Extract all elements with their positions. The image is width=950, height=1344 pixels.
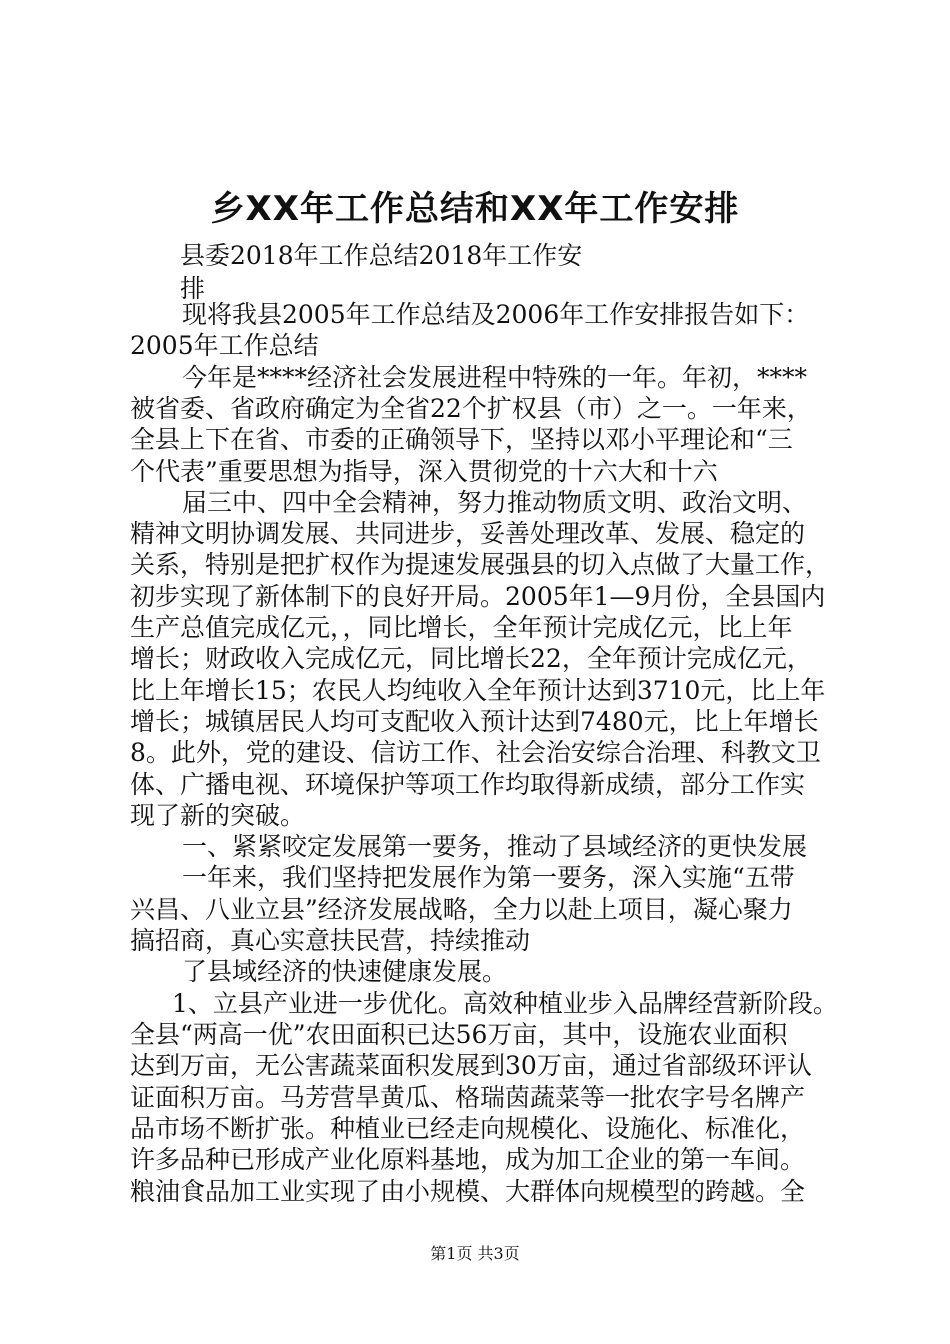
text-line: 品市场不断扩张。种植业已经走向规模化、设施化、标准化， [130,1114,806,1143]
text-line: 现将我县2005年工作总结及2006年工作安排报告如下： [182,300,810,329]
page-footer: 第1页 共3页 [430,1244,520,1263]
text-line: 一年来，我们坚持把发展作为第一要务，深入实施“五带 [182,863,795,892]
text-line: 搞招商，真心实意扶民营，持续推动 [130,926,531,955]
text-line: 体、广播电视、环境保护等项工作均取得新成绩，部分工作实 [130,770,806,799]
document-title: 乡XX年工作总结和XX年工作安排 [210,189,740,229]
text-line: 全县“两高一优”农田面积已达56万亩，其中，设施农业面积 [130,1020,788,1049]
text-line: 生产总值完成亿元，，同比增长，全年预计完成亿元，比上年 [130,613,793,642]
text-line: 被省委、省政府确定为全省22个扩权县（市）之一。一年来， [130,394,812,423]
text-line: 许多品种已形成产业化原料基地，成为加工企业的第一车间。 [130,1145,806,1174]
text-line: 关系，特别是把扩权作为提速发展强县的切入点做了大量工作， [130,550,831,579]
text-line: 排 [180,274,206,303]
text-line: 届三中、四中全会精神，努力推动物质文明、政治文明、 [182,488,808,517]
text-line: 全县上下在省、市委的正确领导下，坚持以邓小平理论和“三 [130,425,793,454]
text-line: 达到万亩，无公害蔬菜面积发展到30万亩，通过省部级环评认 [130,1051,812,1080]
text-line: 增长；财政收入完成亿元，同比增长22，全年预计完成亿元， [130,644,812,673]
text-line: 精神文明协调发展、共同进步，妥善处理改革、发展、稳定的 [130,519,806,548]
text-line: 证面积万亩。马芳营旱黄瓜、格瑞茵蔬菜等一批农字号名牌产 [130,1083,806,1112]
text-line: 增长；城镇居民人均可支配收入预计达到7480元，比上年增长 [130,707,819,736]
text-line: 2005年工作总结 [130,331,319,360]
text-line: 现了新的突破。 [130,801,306,830]
text-line: 比上年增长15；农民人均纯收入全年预计达到3710元，比上年 [130,676,826,705]
text-line: 个代表”重要思想为指导，深入贯彻党的十六大和十六 [130,457,718,486]
text-line: 县委2018年工作总结2018年工作安 [180,241,583,270]
section-heading: 一、紧紧咬定发展第一要务，推动了县域经济的更快发展 [182,832,808,861]
text-line: 了县域经济的快速健康发展。 [182,957,508,986]
text-line: 初步实现了新体制下的良好开局。2005年1—9月份，全县国内 [130,582,826,611]
text-line: 兴昌、八业立县”经济发展战略，全力以赴上项目，凝心聚力 [130,895,793,924]
text-line: 今年是****经济社会发展进程中特殊的一年。年初，**** [182,363,808,392]
text-line: 8。此外，党的建设、信访工作、社会治安综合治理、科教文卫 [130,738,821,767]
text-line: 1、立县产业进一步优化。高效种植业步入品牌经营新阶段。 [172,989,838,1018]
text-line: 粮油食品加工业实现了由小规模、大群体向规模型的跨越。全 [130,1177,806,1206]
